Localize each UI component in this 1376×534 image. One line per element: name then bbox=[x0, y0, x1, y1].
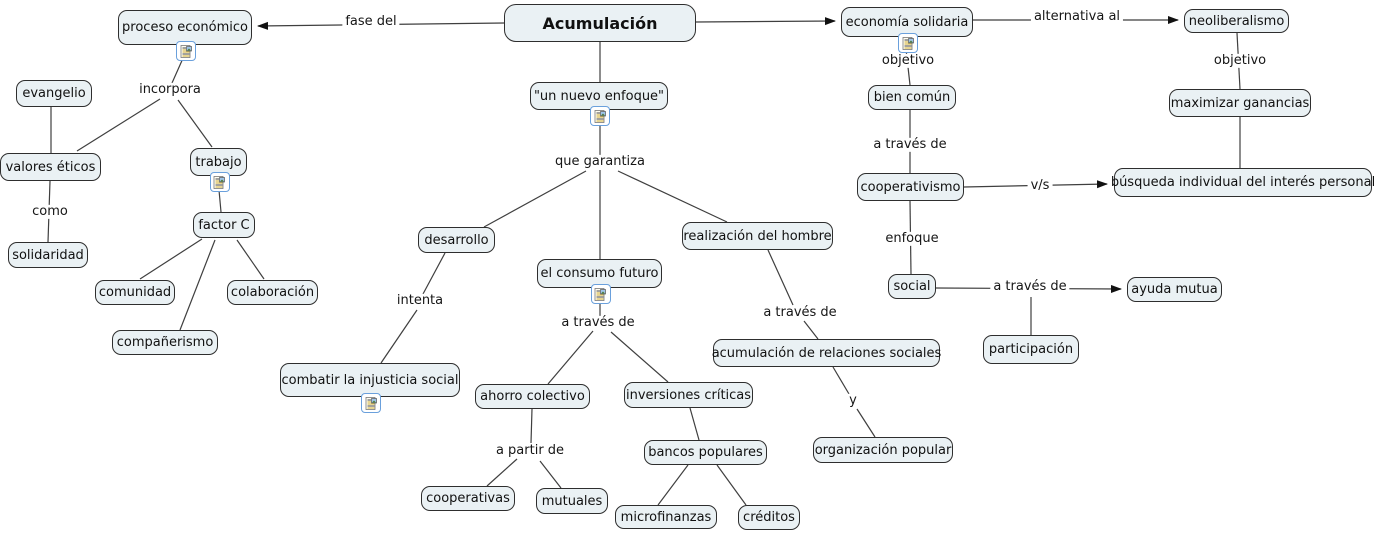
node-label: microfinanzas bbox=[620, 509, 712, 525]
node-label: neoliberalismo bbox=[1188, 13, 1285, 29]
connector-line bbox=[658, 465, 688, 505]
node-evangelio[interactable] bbox=[16, 80, 92, 107]
node-label: bancos populares bbox=[648, 445, 763, 460]
node-label: desarrollo bbox=[424, 232, 489, 248]
node-bien-comun[interactable] bbox=[868, 85, 956, 110]
node-neoliberalismo[interactable] bbox=[1184, 9, 1289, 33]
node-cooperativismo[interactable] bbox=[857, 173, 964, 201]
link-label-enfoque[interactable]: enfoque bbox=[882, 232, 941, 246]
document-resource-icon[interactable] bbox=[591, 284, 611, 304]
node-solidaridad[interactable] bbox=[8, 242, 88, 268]
node-label: cooperativismo bbox=[860, 179, 961, 195]
connector-line bbox=[717, 465, 746, 505]
node-label: colaboración bbox=[230, 285, 315, 300]
node-label: Acumulación bbox=[542, 13, 658, 33]
connector-line bbox=[611, 332, 668, 382]
node-microfinanzas[interactable] bbox=[615, 505, 717, 529]
node-label: créditos bbox=[743, 510, 795, 525]
node-label: combatir la injusticia social bbox=[281, 372, 459, 388]
node-label: proceso económico bbox=[122, 20, 248, 35]
node-label: social bbox=[893, 279, 931, 294]
connector-line bbox=[484, 171, 586, 227]
link-label-a-traves-de-realizacion[interactable]: a través de bbox=[760, 306, 839, 320]
connector-line bbox=[237, 240, 264, 279]
node-label: ayuda mutua bbox=[1131, 282, 1218, 297]
node-label: cooperativas bbox=[426, 491, 510, 506]
document-resource-icon[interactable] bbox=[210, 172, 230, 192]
node-label: mutuales bbox=[541, 493, 603, 509]
node-label: el consumo futuro bbox=[540, 266, 659, 281]
node-acumulacion-de-relaciones-sociales[interactable] bbox=[713, 339, 940, 367]
node-label: evangelio bbox=[22, 86, 86, 101]
connector-line bbox=[548, 331, 593, 384]
link-label-fase-del[interactable]: fase del bbox=[342, 15, 399, 29]
node-ahorro-colectivo[interactable] bbox=[475, 384, 590, 409]
connector-line bbox=[140, 239, 202, 279]
node-label: organización popular bbox=[814, 442, 952, 458]
link-label-a-traves-de-bien-comun[interactable]: a través de bbox=[870, 138, 949, 152]
connector-line bbox=[696, 21, 835, 22]
connector-line bbox=[690, 408, 699, 440]
node-creditos[interactable] bbox=[738, 505, 800, 530]
link-label-intenta[interactable]: intenta bbox=[394, 294, 446, 308]
document-resource-icon[interactable] bbox=[898, 33, 918, 53]
node-participacion[interactable] bbox=[983, 335, 1079, 364]
node-busqueda-individual-del-interes-personal[interactable] bbox=[1110, 168, 1376, 197]
link-label-que-garantiza[interactable]: que garantiza bbox=[552, 155, 648, 169]
link-label-objetivo-solidaria[interactable]: objetivo bbox=[879, 54, 937, 68]
connector-line bbox=[804, 321, 818, 339]
node-label: maximizar ganancias bbox=[1170, 95, 1310, 111]
connector-line bbox=[618, 171, 727, 222]
link-label-v-s[interactable]: v/s bbox=[1028, 179, 1053, 193]
node-social[interactable] bbox=[888, 274, 936, 299]
node-comunidad[interactable] bbox=[95, 280, 175, 305]
link-label-y[interactable]: y bbox=[846, 394, 860, 408]
link-label-a-partir-de[interactable]: a partir de bbox=[493, 444, 567, 458]
document-resource-icon[interactable] bbox=[361, 393, 381, 413]
link-label-objetivo-neoliberalismo[interactable]: objetivo bbox=[1211, 54, 1269, 68]
node-acumulacion[interactable] bbox=[504, 4, 696, 42]
node-label: compañerismo bbox=[116, 335, 214, 350]
node-label: valores éticos bbox=[5, 159, 96, 175]
connector-line bbox=[178, 100, 212, 147]
node-realizacion-del-hombre[interactable] bbox=[682, 222, 833, 250]
node-label: participación bbox=[988, 342, 1074, 357]
link-label-como[interactable]: como bbox=[29, 205, 71, 219]
node-proceso-economico[interactable] bbox=[118, 10, 252, 45]
node-inversiones-criticas[interactable] bbox=[624, 382, 753, 408]
node-ayuda-mutua[interactable] bbox=[1127, 277, 1222, 302]
node-bancos-populares[interactable] bbox=[644, 440, 767, 465]
node-factor-c[interactable] bbox=[193, 212, 255, 238]
connector-line bbox=[77, 99, 160, 151]
node-desarrollo[interactable] bbox=[418, 227, 495, 253]
node-label: "un nuevo enfoque" bbox=[533, 88, 665, 104]
connector-line bbox=[219, 190, 221, 212]
node-combatir-la-injusticia-social[interactable] bbox=[280, 363, 460, 397]
node-label: trabajo bbox=[195, 154, 242, 170]
node-label: economía solidaria bbox=[845, 14, 969, 30]
node-cooperativas[interactable] bbox=[421, 486, 515, 511]
link-label-a-traves-de-consumo[interactable]: a través de bbox=[558, 316, 637, 330]
node-label: factor C bbox=[198, 217, 250, 233]
node-label: búsqueda individual del interés personal bbox=[1110, 175, 1376, 190]
node-mutuales[interactable] bbox=[536, 488, 608, 514]
node-label: ahorro colectivo bbox=[480, 389, 585, 404]
connector-line bbox=[857, 409, 875, 437]
node-label: realización del hombre bbox=[683, 228, 832, 244]
node-companerismo[interactable] bbox=[112, 330, 218, 355]
connector-line bbox=[423, 253, 445, 294]
connector-line bbox=[768, 250, 793, 305]
link-label-a-traves-de-social[interactable]: a través de bbox=[990, 280, 1069, 294]
document-resource-icon[interactable] bbox=[590, 106, 610, 126]
node-valores-eticos[interactable] bbox=[0, 153, 101, 181]
node-label: acumulación de relaciones sociales bbox=[711, 345, 942, 361]
connector-line bbox=[540, 461, 561, 488]
node-label: inversiones críticas bbox=[625, 387, 752, 403]
node-organizacion-popular[interactable] bbox=[813, 437, 953, 463]
node-label: solidaridad bbox=[12, 247, 84, 263]
connector-line bbox=[487, 459, 517, 486]
node-label: comunidad bbox=[98, 285, 172, 300]
connector-line bbox=[833, 367, 849, 394]
node-label: bien común bbox=[873, 90, 951, 105]
link-label-alternativa-al[interactable]: alternativa al bbox=[1031, 10, 1123, 24]
node-colaboracion[interactable] bbox=[227, 280, 318, 305]
connector-line bbox=[381, 310, 417, 363]
document-resource-icon[interactable] bbox=[176, 41, 196, 61]
node-maximizar-ganancias[interactable] bbox=[1169, 89, 1311, 117]
connector-line bbox=[531, 409, 532, 443]
link-label-incorpora[interactable]: incorpora bbox=[136, 83, 204, 97]
connector-line bbox=[180, 240, 215, 330]
